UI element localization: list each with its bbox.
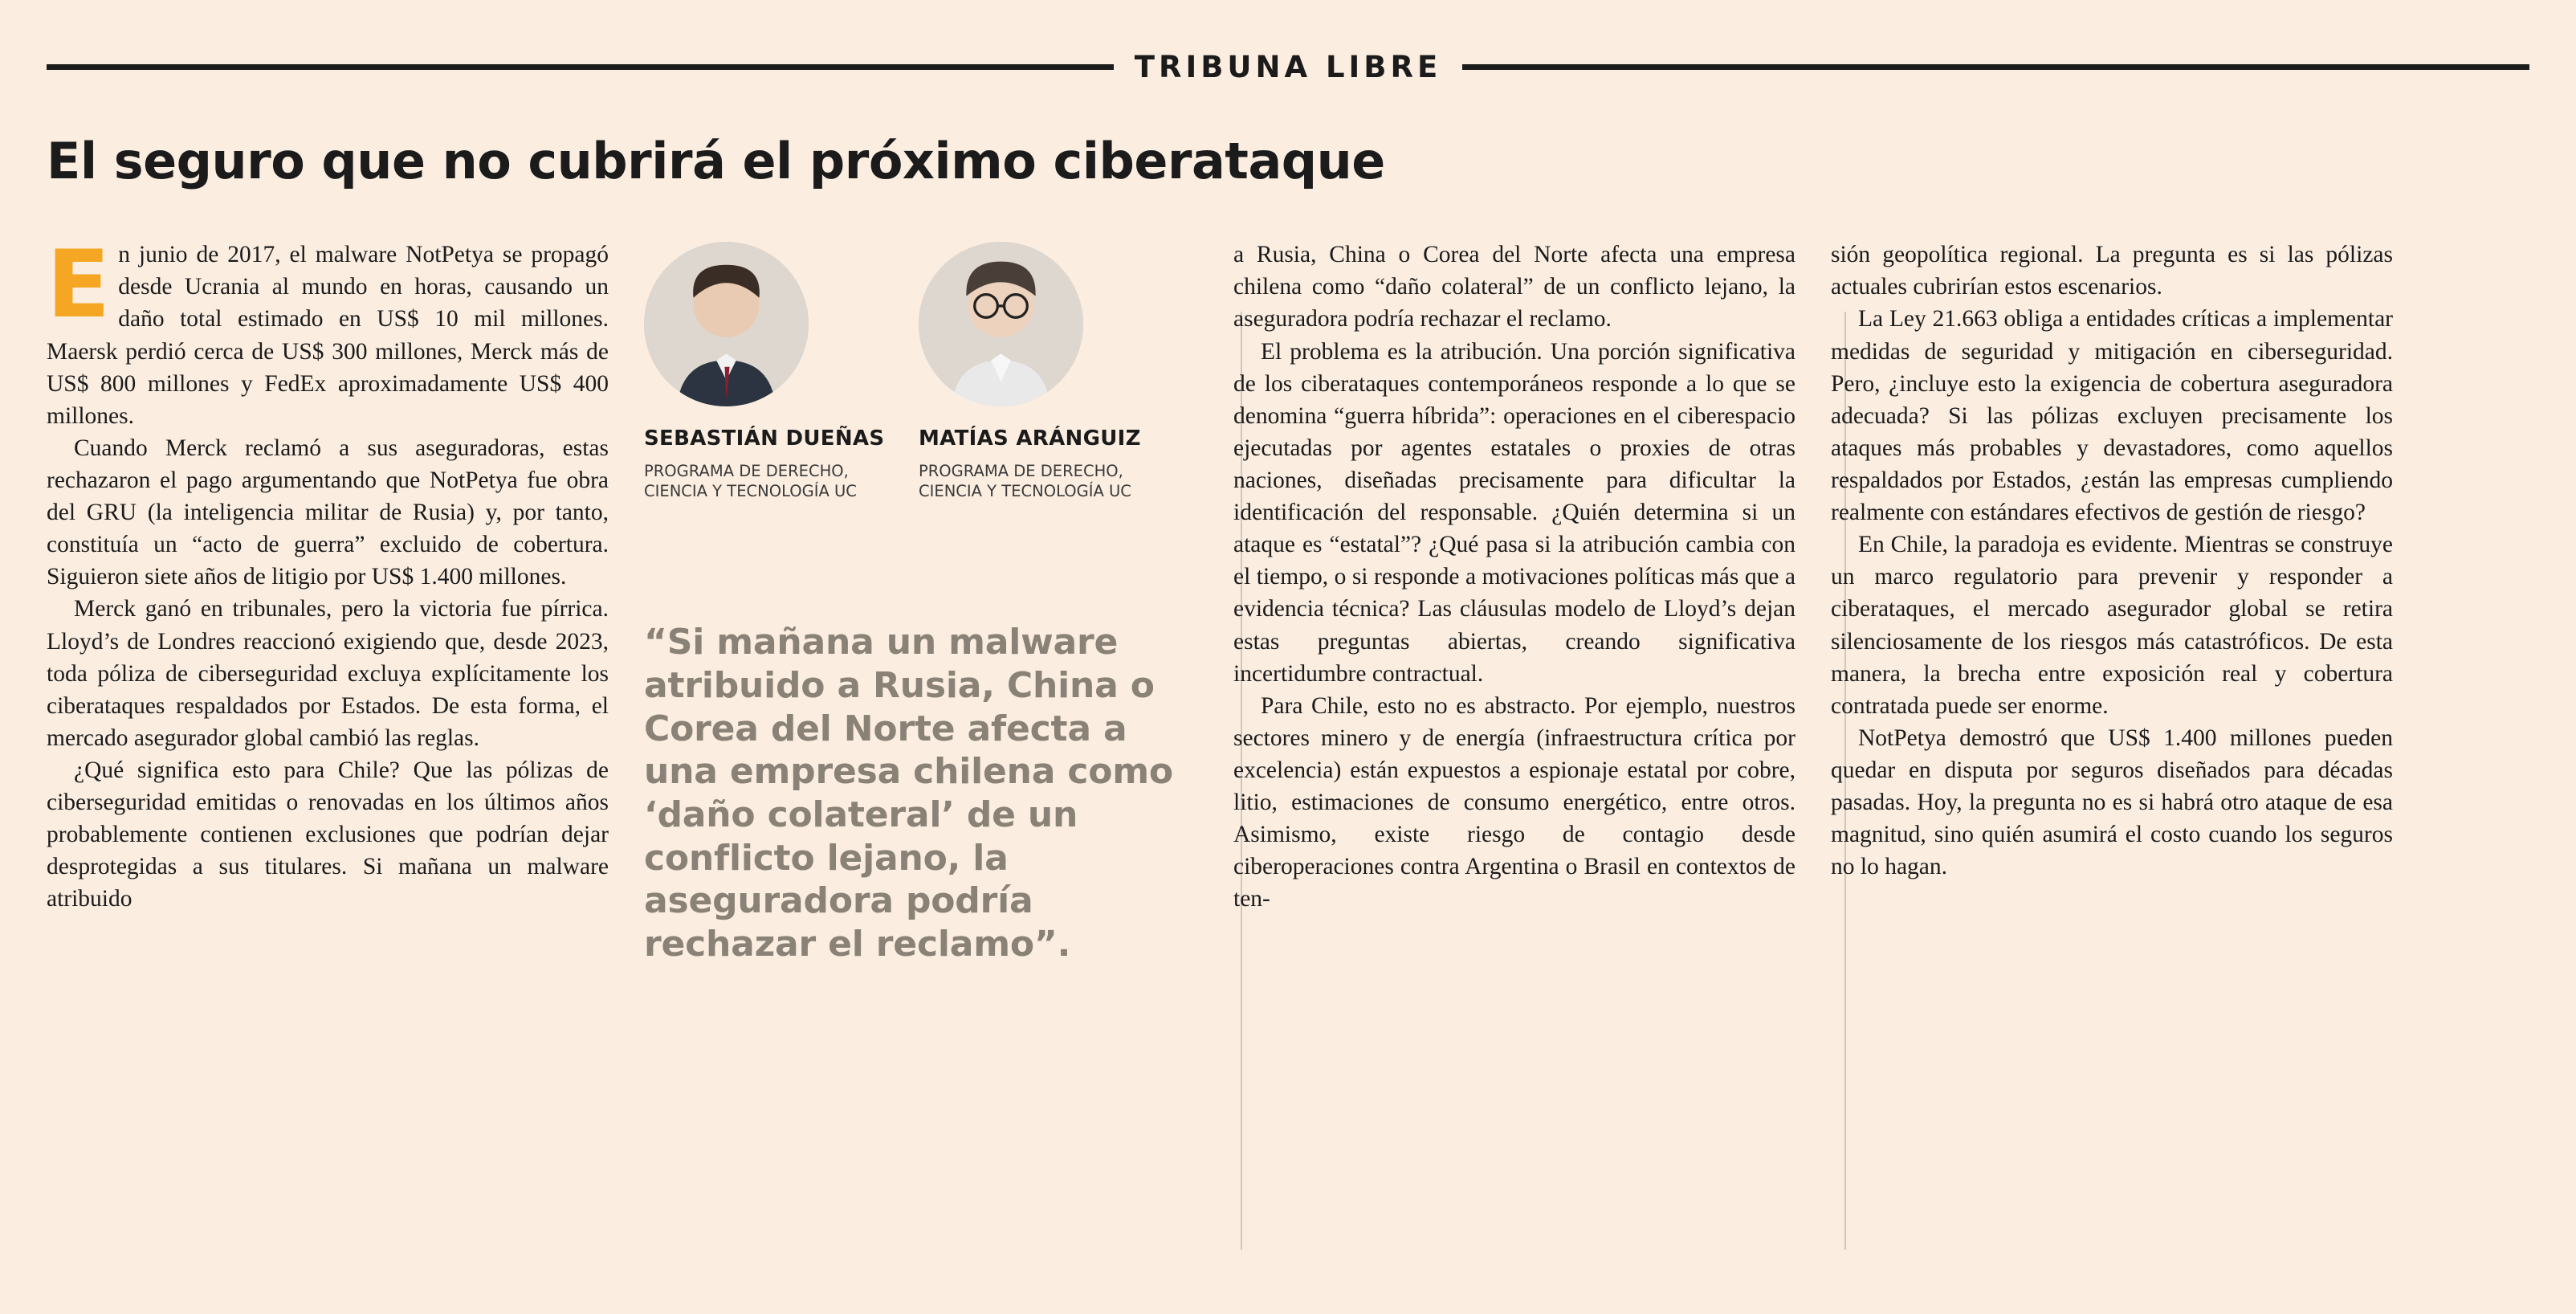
kicker-label: TRIBUNA LIBRE [1134, 50, 1442, 84]
paragraph: Cuando Merck reclamó a sus aseguradoras, estas rechazaron el pago argumentando que NotPetya fue obra del GRU (la inteligencia militar de Rusia) y, por tanto, constituía un “acto de guerra” excluido de cobertura. Siguieron siete años de litigio por US$ 1.400 millones. [47, 435, 609, 590]
paragraph: El problema es la atribución. Una porción significativa de los ciberataques contemporáneos responde a lo que se denomina “guerra híbrida”: operaciones en el ciberespacio ejecutadas por agentes estatales o proxies de otras naciones, diseñadas precisamente para dificultar la identificación del responsable. ¿Quién determina si un ataque es “estatal”? ¿Qué pasa si la atribución cambia con el tiempo, o si responde a motivaciones políticas más que a evidencia técnica? Las cláusulas modelo de Lloyd’s dejan estas preguntas abiertas, creando significativa incertidumbre contractual. [1233, 338, 1795, 687]
section-kicker [47, 0, 2529, 84]
paragraph: La Ley 21.663 obliga a entidades críticas a implementar medidas de seguridad y mitigación en ciberseguridad. Pero, ¿incluye esto la exigencia de cobertura aseguradora adecuada? Si las pólizas excluyen precisamente los ataques más probables y devastadores, como aquellos respaldados por Estados, ¿están las empresas cumpliendo realmente con estándares efectivos de gestión de riesgo? [1831, 306, 2393, 526]
author-name: MATÍAS ARÁNGUIZ [919, 426, 1141, 451]
paragraph [47, 231, 609, 432]
paragraph: a Rusia, China o Corea del Norte afecta una empresa chilena como “daño colateral” de un conflicto lejano, la aseguradora podría rechazar el reclamo. [1233, 242, 1795, 333]
author-name: SEBASTIÁN DUEÑAS [644, 426, 885, 451]
portrait-illustration [644, 242, 809, 406]
paragraph: Merck ganó en tribunales, pero la victoria fue pírrica. Lloyd’s de Londres reaccionó exigiendo que, desde 2023, toda póliza de ciberseguridad excluya explícitamente los ciberataques respaldados por Estados. De esta forma, el mercado asegurador global cambió las reglas. [47, 596, 609, 751]
pull-quote: “Si mañana un malware atribuido a Rusia, China o Corea del Norte afecta a una empresa chilena como ‘daño colateral’ de un conflicto lejano, la aseguradora podría rechazar el reclamo”. [644, 622, 1173, 965]
kicker-rule-right [1462, 64, 2529, 70]
portrait-illustration [919, 242, 1083, 406]
author-card [919, 242, 1160, 502]
article-columns [47, 231, 2529, 965]
paragraph: ¿Qué significa esto para Chile? Que las pólizas de ciberseguridad emitidas o renovadas en los últimos años probablemente contienen exclusiones que podrían dejar desprotegidas a sus titulares. Si mañana un malware atribuido [47, 757, 609, 912]
drop-cap: E [47, 231, 111, 340]
author-role: PROGRAMA DE DERECHO, CIENCIA Y TECNOLOGÍA UC [919, 462, 1131, 501]
paragraph: En Chile, la paradoja es evidente. Mientras se construye un marco regulatorio para prevenir y responder a ciberataques, el mercado asegurador global se retira silenciosamente de los riesgos más catastróficos. De esta manera, la brecha entre exposición real y cobertura contratada puede ser enorme. [1831, 532, 2393, 719]
article-column-4 [1831, 239, 2393, 965]
paragraph: NotPetya demostró que US$ 1.400 millones pueden quedar en disputa por seguros diseñados para décadas pasadas. Hoy, la pregunta no es si habrá otro ataque de esa magnitud, sino quién asumirá el costo cuando los seguros no lo hagan. [1831, 724, 2393, 880]
avatar [919, 242, 1083, 406]
avatar [644, 242, 809, 406]
page-title: El seguro que no cubrirá el próximo ciberataque [47, 132, 1385, 190]
paragraph: sión geopolítica regional. La pregunta es si las pólizas actuales cubrirían estos escenarios. [1831, 242, 2393, 300]
kicker-rule-left [47, 64, 1114, 70]
paragraph-text: n junio de 2017, el malware NotPetya se propagó desde Ucrania al mundo en horas, causando un daño total estimado en US$ 10 mil millones. Maersk perdió cerca de US$ 300 millones, Merck más de US$ 800 millones y FedEx aproximadamente US$ 400 millones. [47, 242, 609, 429]
article-column-2 [644, 239, 1198, 965]
article-column-3 [1233, 239, 1795, 965]
author-role: PROGRAMA DE DERECHO, CIENCIA Y TECNOLOGÍA UC [644, 462, 857, 501]
author-card [644, 242, 885, 502]
author-block [644, 242, 1198, 502]
article-column-1 [47, 231, 609, 965]
paragraph: Para Chile, esto no es abstracto. Por ejemplo, nuestros sectores minero y de energía (infraestructura crítica por excelencia) están expuestos a espionaje estatal por cobre, litio, estimaciones de consumo energético, entre otros. Asimismo, existe riesgo de contagio desde ciberoperaciones contra Argentina o Brasil en contextos de ten- [1233, 692, 1795, 912]
